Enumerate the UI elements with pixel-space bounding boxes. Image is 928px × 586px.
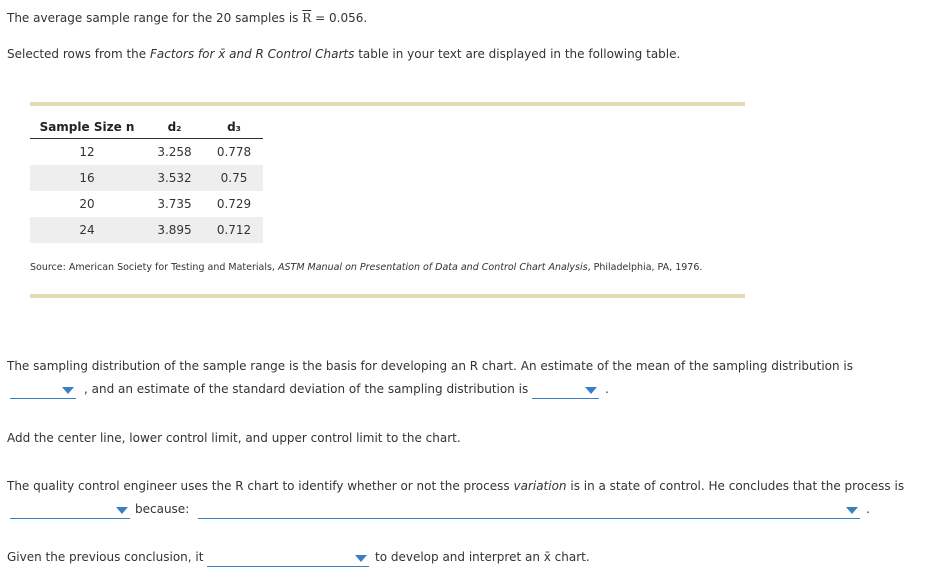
cell-d2: 3.258 <box>157 145 192 159</box>
because-label: because: <box>135 502 190 516</box>
chevron-down-icon <box>846 507 858 514</box>
header-sample-size: Sample Size n <box>30 116 144 139</box>
reason-dropdown[interactable] <box>198 501 860 519</box>
table-row <box>30 139 263 166</box>
factors-table-panel <box>30 102 745 298</box>
cell-d3: 0.75 <box>205 165 263 191</box>
avg-range-sentence <box>7 10 367 26</box>
selected-pre: Selected rows from the <box>7 47 147 61</box>
table-row <box>30 191 263 217</box>
q3-line1 <box>7 478 904 494</box>
selected-table-name: Factors for x̄ and R Control Charts <box>150 47 355 61</box>
q3-variation: variation <box>513 479 567 493</box>
q1-mid: , and an estimate of the standard deviation of the sampling distribution is <box>84 382 529 396</box>
header-d2: d₂ <box>144 116 205 139</box>
avg-range-text: The average sample range for the 20 samples is <box>7 11 299 25</box>
q3-end: . <box>866 502 870 516</box>
process-state-dropdown[interactable] <box>10 501 130 519</box>
q4-post: to develop and interpret an x̄ chart. <box>375 550 590 564</box>
selected-post: table in your text are displayed in the following table. <box>358 47 681 61</box>
source-title: ASTM Manual on Presentation of Data and Control Chart Analysis <box>277 262 588 273</box>
r-bar-symbol: $\overline{R}$ <box>302 11 312 25</box>
mean-estimate-dropdown[interactable] <box>10 381 76 399</box>
cell-d3: 0.729 <box>216 197 252 211</box>
table-source <box>30 262 702 273</box>
q1-end: . <box>605 382 609 396</box>
selected-rows-sentence <box>7 46 680 62</box>
table-row <box>30 217 263 243</box>
appropriateness-dropdown[interactable] <box>207 549 369 567</box>
q1-line1: The sampling distribution of the sample range is the basis for developing an R chart. An estimate of the mean of the sampling distribution is <box>7 359 854 373</box>
source-post: , Philadelphia, PA, 1976. <box>587 262 703 273</box>
cell-d2: 3.532 <box>144 165 205 191</box>
q4-pre: Given the previous conclusion, it <box>7 550 204 564</box>
chevron-down-icon <box>585 387 597 394</box>
cell-n: 12 <box>79 145 95 159</box>
std-estimate-dropdown[interactable] <box>532 381 599 399</box>
cell-n: 16 <box>30 165 144 191</box>
q3-pre: The quality control engineer uses the R chart to identify whether or not the process <box>7 479 510 493</box>
cell-d3: 0.778 <box>216 145 252 159</box>
avg-range-value: = 0.056. <box>315 11 368 25</box>
header-d3: d₃ <box>205 116 263 139</box>
cell-d2: 3.735 <box>157 197 192 211</box>
chevron-down-icon <box>355 555 367 562</box>
chevron-down-icon <box>116 507 128 514</box>
q3-post: is in a state of control. He concludes that the process is <box>570 479 905 493</box>
chevron-down-icon <box>62 387 74 394</box>
table-row <box>30 165 263 191</box>
q2-text: Add the center line, lower control limit, and upper control limit to the chart. <box>7 431 461 445</box>
table-header-row <box>30 116 263 139</box>
cell-n: 20 <box>79 197 95 211</box>
source-pre: Source: American Society for Testing and Materials, <box>30 262 275 273</box>
cell-d3: 0.712 <box>205 217 263 243</box>
cell-n: 24 <box>30 217 144 243</box>
cell-d2: 3.895 <box>144 217 205 243</box>
factors-table <box>30 116 263 243</box>
